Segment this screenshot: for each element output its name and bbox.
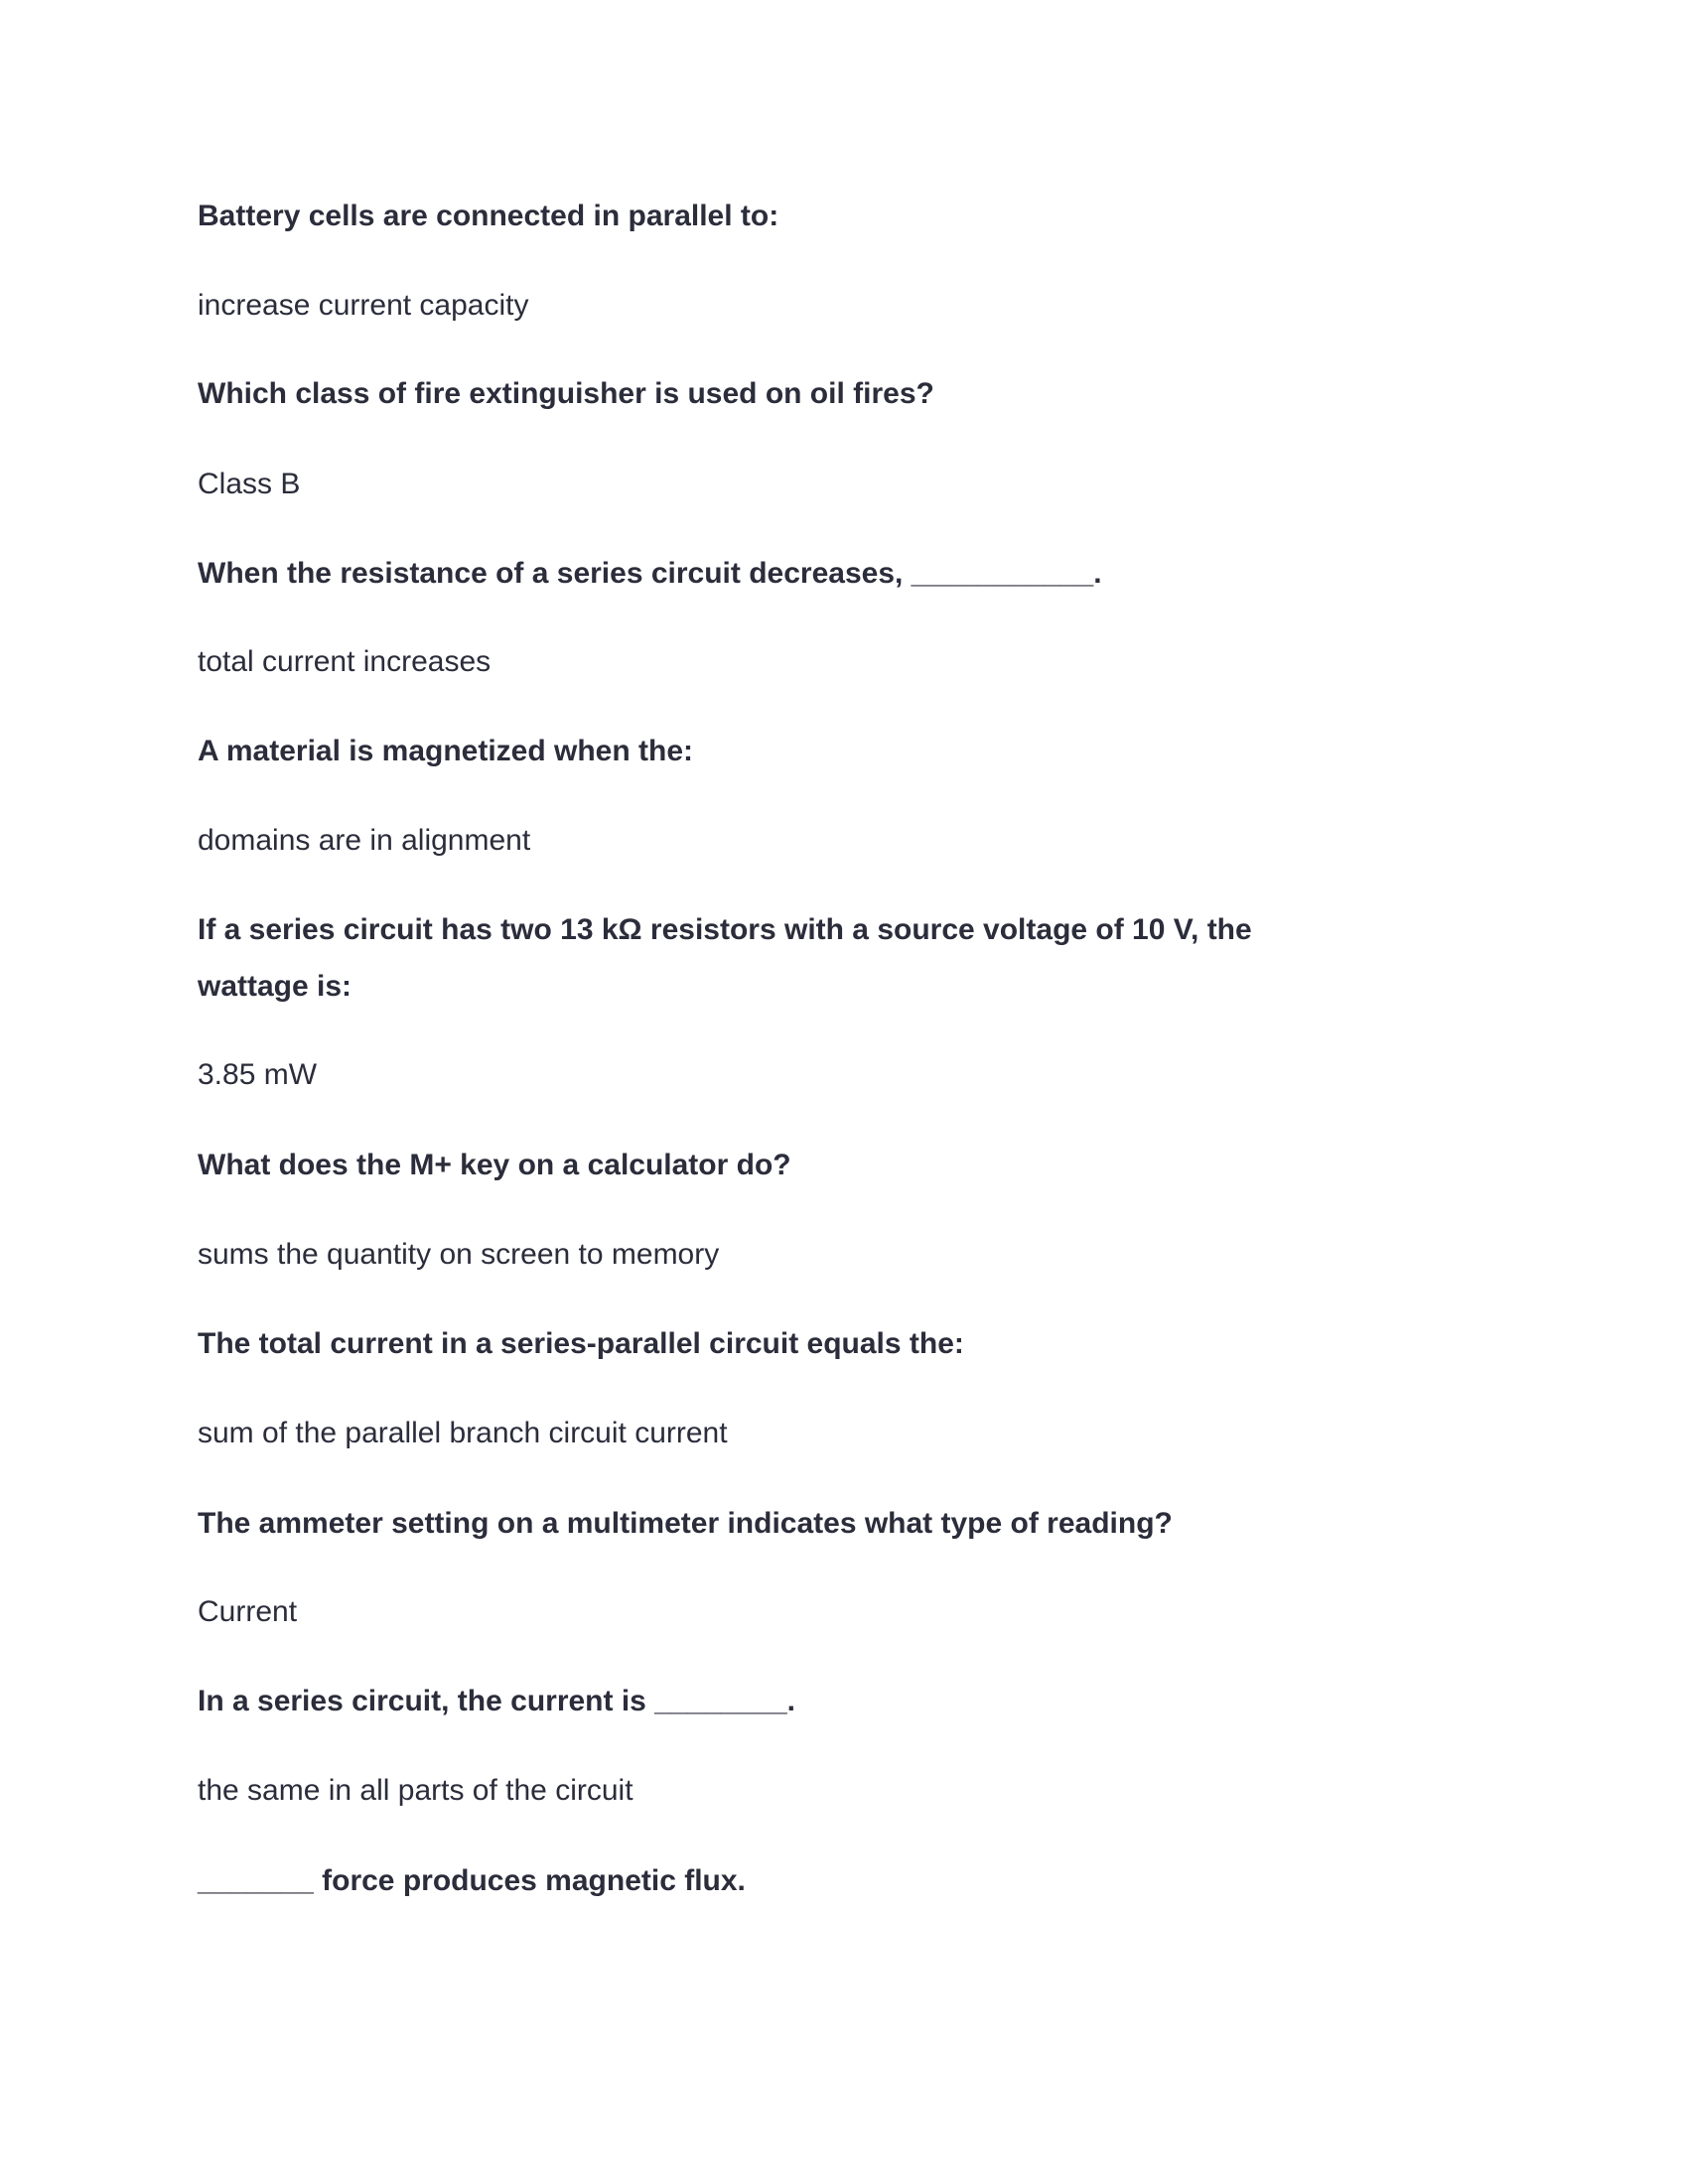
question-2: Which class of fire extinguisher is used on oil fires? (198, 377, 934, 410)
answer-3: total current increases (198, 645, 492, 678)
question-8: The ammeter setting on a multimeter indicates what type of reading? (198, 1507, 1173, 1540)
answer-4: domains are in alignment (198, 824, 531, 857)
question-5: If a series circuit has two 13 kΩ resistors with a source voltage of 10 V, the (198, 913, 1252, 946)
answer-5: 3.85 mW (198, 1058, 318, 1091)
question-7: The total current in a series-parallel circuit equals the: (198, 1327, 964, 1360)
question-6: What does the M+ key on a calculator do? (198, 1149, 791, 1181)
question-1: Battery cells are connected in parallel to: (198, 200, 779, 232)
question-3: When the resistance of a series circuit decreases, ___________. (198, 557, 1102, 590)
question-5-line-2: wattage is: (198, 970, 352, 1003)
answer-6: sums the quantity on screen to memory (198, 1238, 720, 1271)
answer-8: Current (198, 1595, 298, 1628)
question-9: In a series circuit, the current is ________. (198, 1685, 795, 1717)
question-4: A material is magnetized when the: (198, 735, 693, 767)
answer-1: increase current capacity (198, 289, 529, 322)
answer-2: Class B (198, 468, 301, 500)
answer-9: the same in all parts of the circuit (198, 1774, 633, 1807)
answer-7: sum of the parallel branch circuit current (198, 1417, 728, 1449)
question-10: _______ force produces magnetic flux. (198, 1864, 746, 1897)
